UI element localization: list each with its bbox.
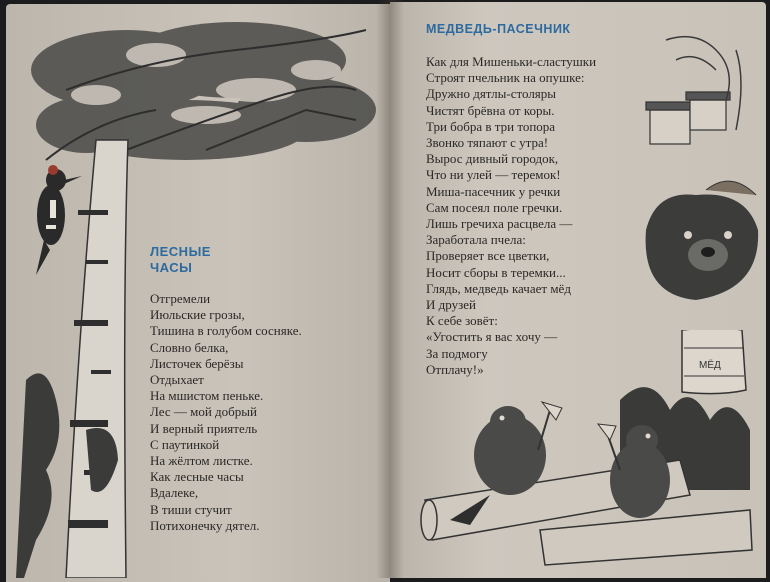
- poem-line: Отдыхает: [150, 372, 204, 388]
- poem-line: За подмогу: [426, 345, 488, 361]
- beavers-with-axes-illustration: [420, 330, 760, 570]
- poem-line: Проверяет все цветки,: [426, 248, 550, 264]
- poem-line: Июльские грозы,: [150, 307, 245, 323]
- left-title-line2: ЧАСЫ: [150, 260, 193, 275]
- poem-line: Листочек берёзы: [150, 355, 244, 371]
- poem-line: Вырос дивный городок,: [426, 151, 559, 167]
- poem-line: На жёлтом листке.: [150, 453, 253, 469]
- poem-line: Три бобра в три топора: [426, 118, 556, 134]
- poem-line: С паутинкой: [150, 436, 220, 452]
- poem-line: К себе зовёт:: [426, 313, 498, 329]
- left-title-line1: ЛЕСНЫЕ: [150, 244, 211, 259]
- left-title: [150, 244, 211, 276]
- poem-line: Миша-пасечник у речки: [426, 183, 561, 199]
- poem-line: Отплачу!»: [426, 361, 484, 377]
- poem-line: «Угостить я вас хочу —: [426, 329, 558, 345]
- poem-line: В тиши стучит: [150, 501, 232, 517]
- poem-line: Что ни улей — теремок!: [426, 167, 561, 183]
- poem-line: Носит сборы в теремки...: [426, 264, 566, 280]
- poem-line: Как лесные часы: [150, 469, 244, 485]
- right-title: МЕДВЕДЬ-ПАСЕЧНИК: [426, 22, 571, 36]
- poem-line: И друзей: [426, 297, 476, 313]
- poem-line: Сам посеял поле гречки.: [426, 199, 563, 215]
- left-poem: [150, 291, 302, 534]
- poem-line: Чистят брёвна от коры.: [426, 102, 555, 118]
- poem-line: Глядь, медведь качает мёд: [426, 280, 571, 296]
- poem-line: Дружно дятлы-столяры: [426, 86, 557, 102]
- poem-line: Заработала пчела:: [426, 232, 526, 248]
- poem-line: Потихонечку дятел.: [150, 517, 260, 533]
- poem-line: И верный приятель: [150, 420, 258, 436]
- poem-line: Тишина в голубом сосняке.: [150, 323, 302, 339]
- poem-line: Звонко тяпают с утра!: [426, 135, 549, 151]
- poem-line: Строят пчельник на опушке:: [426, 70, 585, 86]
- poem-line: Лишь гречиха расцвела —: [426, 216, 573, 232]
- poem-line: Лес — мой добрый: [150, 404, 257, 420]
- book-gutter: [376, 0, 404, 578]
- barrel-label: МЁД: [699, 360, 721, 371]
- poem-line: На мшистом пеньке.: [150, 388, 264, 404]
- poem-line: Отгремели: [150, 291, 211, 306]
- bear-beavers-beehives-illustration: [636, 30, 766, 350]
- poem-line: Словно белка,: [150, 339, 229, 355]
- poem-line: Как для Мишеньки-сластушки: [426, 54, 597, 69]
- poem-line: Вдалеке,: [150, 485, 199, 501]
